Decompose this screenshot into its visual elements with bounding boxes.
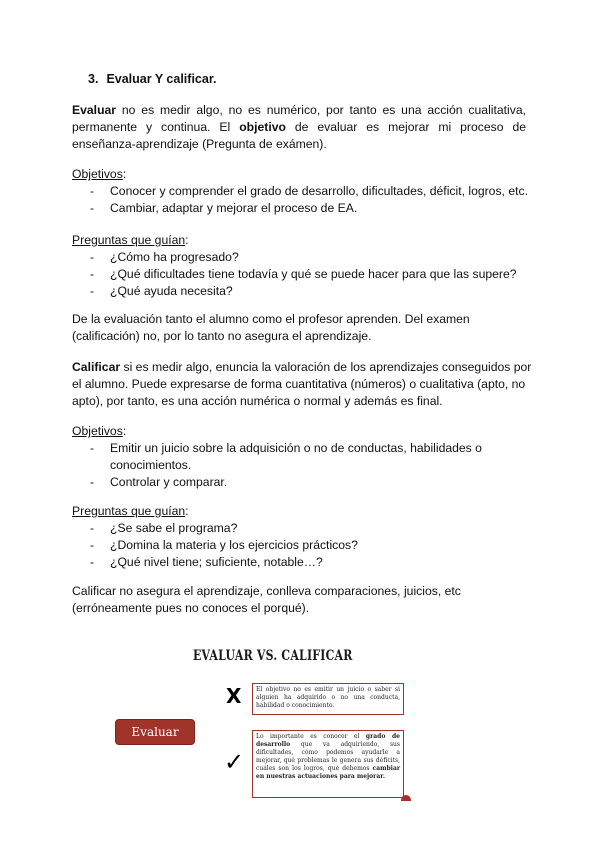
calificar-objetivos-label: Objetivos: — [72, 424, 127, 438]
section-number: 3. — [88, 72, 99, 86]
decorative-dot-icon — [401, 795, 411, 801]
list-item: - ¿Cómo ha progresado? — [72, 249, 532, 266]
calificar-preguntas-label: Preguntas que guían: — [72, 504, 189, 518]
objetivo-term: objetivo — [239, 120, 286, 134]
calificar-preguntas-list — [72, 520, 532, 571]
closing-paragraph: Calificar no asegura el aprendizaje, conlleva comparaciones, juicios, etc (erróneamente pues no conoces el porqué). — [72, 584, 461, 615]
evaluacion-note: De la evaluación tanto el alumno como el profesor aprenden. Del examen (calificación) no, por lo tanto no asegura el aprendizaje. — [72, 312, 470, 343]
calificar-objetivos-list — [72, 440, 502, 491]
list-item: - Cambiar, adaptar y mejorar el proceso de EA. — [72, 200, 532, 217]
list-item: - ¿Qué dificultades tiene todavía y qué se puede hacer para que las supere? — [72, 266, 532, 283]
list-item: - Controlar y comparar. — [72, 474, 502, 491]
list-item: - ¿Qué ayuda necesita? — [72, 283, 532, 300]
evaluar-preguntas-list — [72, 249, 532, 300]
calificar-definition: Calificar si es medir algo, enuncia la valoración de los aprendizajes conseguidos por el alumno. Puede expresarse de forma cuantitativa (números) o cualitativa (apto, no apto), por tanto, es una acción numérica o normal y además es final. — [72, 360, 532, 408]
section-heading — [88, 72, 216, 86]
evaluar-button[interactable]: Evaluar — [115, 719, 195, 745]
list-item: - Conocer y comprender el grado de desarrollo, dificultades, déficit, logros, etc. — [72, 183, 532, 200]
evaluar-term: Evaluar — [72, 103, 117, 117]
list-item: - ¿Qué nivel tiene; suficiente, notable…? — [72, 554, 532, 571]
check-icon: ✓ — [224, 748, 245, 776]
section-title: Evaluar Y calificar. — [106, 72, 217, 86]
evaluar-definition: Evaluar no es medir algo, no es numérico, por tanto es una acción cualitativa, permanente y continua. El objetivo de evaluar es mejorar mi proceso de enseñanza-aprendizaje (Pregunta de exámen). — [72, 103, 526, 151]
calificar-term: Calificar — [72, 360, 121, 374]
objective-negative-box: El objetivo no es emitir un juicio o saber si alguien ha adquirido o no una conducta, habilidad o conocimiento. — [252, 683, 404, 715]
list-item: - Emitir un juicio sobre la adquisición o no de conductas, habilidades o conocimientos. — [72, 440, 502, 474]
evaluar-objetivos-list — [72, 183, 532, 217]
cross-icon: X — [226, 684, 242, 708]
evaluar-preguntas-label: Preguntas que guían: — [72, 233, 189, 247]
figure-title: EVALUAR VS. CALIFICAR — [193, 648, 353, 664]
list-item: - ¿Se sabe el programa? — [72, 520, 532, 537]
objective-positive-box: Lo importante es conocer el grado de desarrollo que va adquiriendo, sus dificultades, cómo podemos ayudarle a mejorar, qué problemas le genera sus déficits, cuáles son los logros, qué debemos cambiar en nuestras actuaciones para mejorar. — [252, 730, 404, 798]
list-item: - ¿Domina la materia y los ejercicios prácticos? — [72, 537, 532, 554]
evaluar-objetivos-label: Objetivos: — [72, 167, 127, 181]
